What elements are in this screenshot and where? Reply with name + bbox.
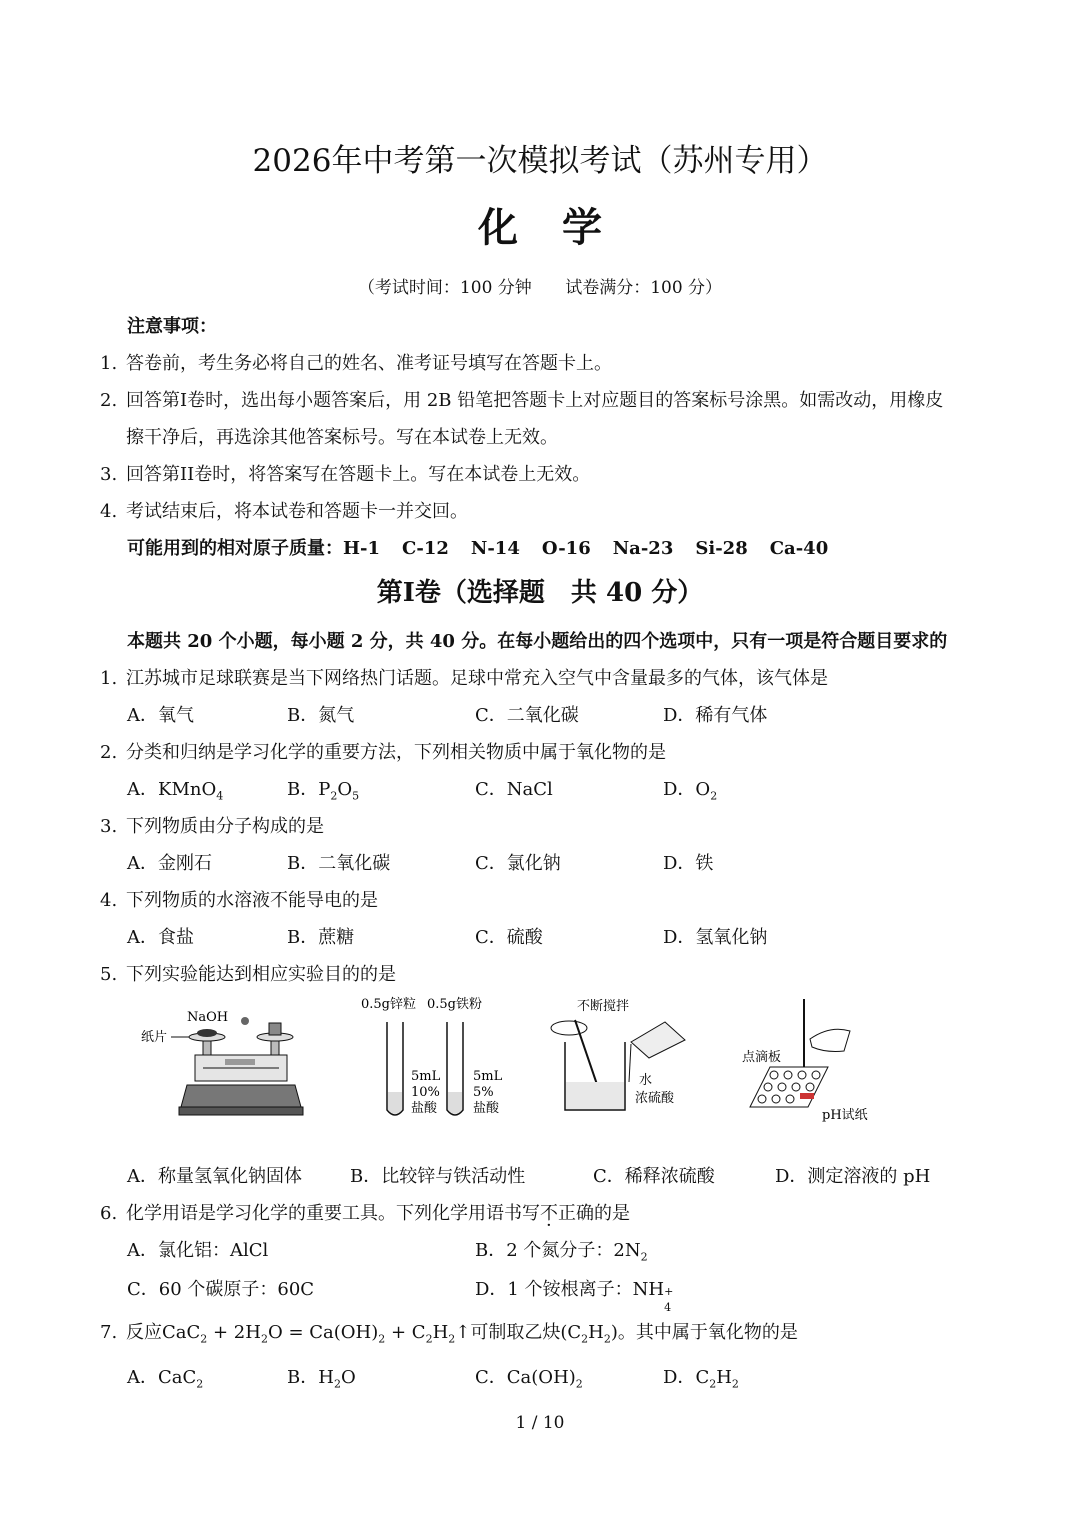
ph-paper-strip [800, 1093, 814, 1099]
q3-option-d: D．铁 [663, 853, 714, 874]
note-2: 2. 回答第I卷时，选出每小题答案后，用 2B 铅笔把答题卡上对应题目的答案标号涂黑。如需改动，用橡皮 [100, 390, 944, 411]
notes-heading: 注意事项： [127, 316, 217, 337]
q2-option-a: A．KMnO$_4$ [127, 779, 224, 803]
question-5: 5. 下列实验能达到相应实验目的的是 [100, 964, 396, 985]
note-4: 4. 考试结束后，将本试卷和答题卡一并交回。 [100, 501, 468, 522]
exam-meta [0, 273, 1080, 298]
q2-option-c: C．NaCl [475, 779, 553, 800]
q4-option-a: A．食盐 [127, 927, 194, 948]
left-acid-label: 盐酸 [411, 1101, 438, 1116]
q6-option-a: A．氯化铝：AlCl [127, 1240, 269, 1261]
atomic-masses: 可能用到的相对原子质量：H-1 C-12 N-14 O-16 Na-23 Si-28 Ca-40 [127, 538, 829, 559]
q7-option-d: D．$C_2H_2$ [663, 1367, 739, 1391]
stir-arrow [551, 1021, 587, 1035]
plate-label: 点滴板 [742, 1050, 782, 1065]
scale-marks [225, 1059, 255, 1065]
q1-option-a: A．氧气 [127, 705, 194, 726]
q7-option-b: B．$H_2O$ [287, 1367, 356, 1391]
zinc-label: 0.5g锌粒 [361, 997, 416, 1012]
q1-option-c: C．二氧化碳 [475, 705, 579, 726]
ph-figure [740, 995, 880, 1125]
hand [810, 1029, 850, 1051]
section-instruction: 本题共 20 个小题，每小题 2 分，共 40 分。在每小题给出的四个选项中，只有一项是符合题目要求的 [127, 631, 948, 652]
right-acid [448, 1092, 462, 1114]
q7-option-a: A．CaC$_2$ [127, 1367, 204, 1391]
paper-label: 纸片 [141, 1030, 168, 1045]
balance-base [181, 1085, 301, 1107]
q5-option-a: A．称量氢氧化钠固体 [127, 1166, 302, 1187]
left-volume: 5mL [411, 1069, 441, 1084]
note-1: 1. 答卷前，考生务必将自己的姓名、准考证号填写在答题卡上。 [100, 353, 612, 374]
spot-plate [750, 1067, 828, 1107]
dilution-figure [545, 992, 705, 1122]
q4-option-b: B．蔗糖 [287, 927, 355, 948]
right-conc: 5% [473, 1085, 494, 1100]
q4-option-c: C．硫酸 [475, 927, 543, 948]
right-volume: 5mL [473, 1069, 503, 1084]
weight [269, 1023, 281, 1035]
q6-option-c: C．60 个碳原子：60C [127, 1279, 315, 1300]
q6-option-d: D．1 个铵根离子：NH + 4 [475, 1279, 674, 1314]
naoh-label: NaOH [187, 1010, 229, 1025]
subject-title: 化学 [478, 204, 646, 251]
test-tube-figure [355, 992, 530, 1127]
base-plate [179, 1107, 303, 1115]
q1-option-b: B．氮气 [287, 705, 355, 726]
q4-option-d: D．氢氧化钠 [663, 927, 768, 948]
exam-title: 2026年中考第一次模拟考试（苏州专用） [252, 143, 828, 179]
iron-label: 0.5g铁粉 [427, 997, 482, 1012]
acid-stream [629, 1044, 631, 1082]
q5-option-c: C．稀释浓硫酸 [593, 1166, 715, 1187]
exam-time: （考试时间：100 分钟 [357, 278, 532, 298]
q6-option-b: B．2 个氮分子：$2N_2$ [475, 1240, 648, 1264]
exam-score: 试卷满分：100 分） [565, 278, 723, 298]
q1-option-d: D．稀有气体 [663, 705, 768, 726]
q5-option-d: D．测定溶液的 pH [775, 1166, 931, 1187]
question-6: 6. 化学用语是学习化学的重要工具。下列化学用语书写不正确的是 [100, 1203, 630, 1224]
note-2-cont: 擦干净后，再选涂其他答案标号。写在本试卷上无效。 [126, 427, 558, 448]
q3-option-a: A．金刚石 [127, 853, 212, 874]
section-title: 第I卷（选择题 共 40 分） [376, 578, 704, 608]
water-label: 水 [639, 1073, 653, 1088]
acid-label: 浓硫酸 [635, 1091, 675, 1106]
question-2: 2. 分类和归纳是学习化学的重要方法，下列相关物质中属于氧化物的是 [100, 742, 666, 763]
right-acid-label: 盐酸 [473, 1101, 500, 1116]
left-conc: 10% [411, 1085, 440, 1100]
note-3: 3. 回答第II卷时，将答案写在答题卡上。写在本试卷上无效。 [100, 464, 591, 485]
stir-label: 不断搅拌 [577, 999, 630, 1014]
q3-option-c: C．氯化钠 [475, 853, 561, 874]
question-1: 1. 江苏城市足球联赛是当下网络热门话题。足球中常充入空气中含量最多的气体，该气体是 [100, 668, 828, 689]
beaker-water [566, 1082, 624, 1109]
q2-option-d: D．$O_2$ [663, 779, 718, 803]
balance-figure [135, 995, 315, 1125]
naoh-pile [197, 1029, 217, 1037]
left-acid [388, 1092, 402, 1114]
q7-option-c: C．$Ca(OH)_2$ [475, 1367, 583, 1391]
question-3: 3. 下列物质由分子构成的是 [100, 816, 324, 837]
q2-option-b: B．$P_2O_5$ [287, 779, 360, 803]
question-4: 4. 下列物质的水溶液不能导电的是 [100, 890, 378, 911]
q5-option-b: B．比较锌与铁活动性 [350, 1166, 526, 1187]
question-7: 7. 反应$CaC_2 + 2H_2O = Ca(OH)_2$ + $C_2H_2↑$可制取乙炔$(C_2H_2)$。其中属于氧化物的是 [100, 1322, 798, 1346]
acid-bottle [631, 1022, 685, 1058]
q3-option-b: B．二氧化碳 [287, 853, 391, 874]
page-number: 1 / 10 [515, 1413, 565, 1433]
reaction-equation: $CaC_2 + 2H_2O = Ca(OH)_2$ + $C_2H_2↑$ [162, 1322, 471, 1346]
ph-paper-label: pH试纸 [822, 1108, 868, 1123]
weight-knob [241, 1017, 249, 1025]
